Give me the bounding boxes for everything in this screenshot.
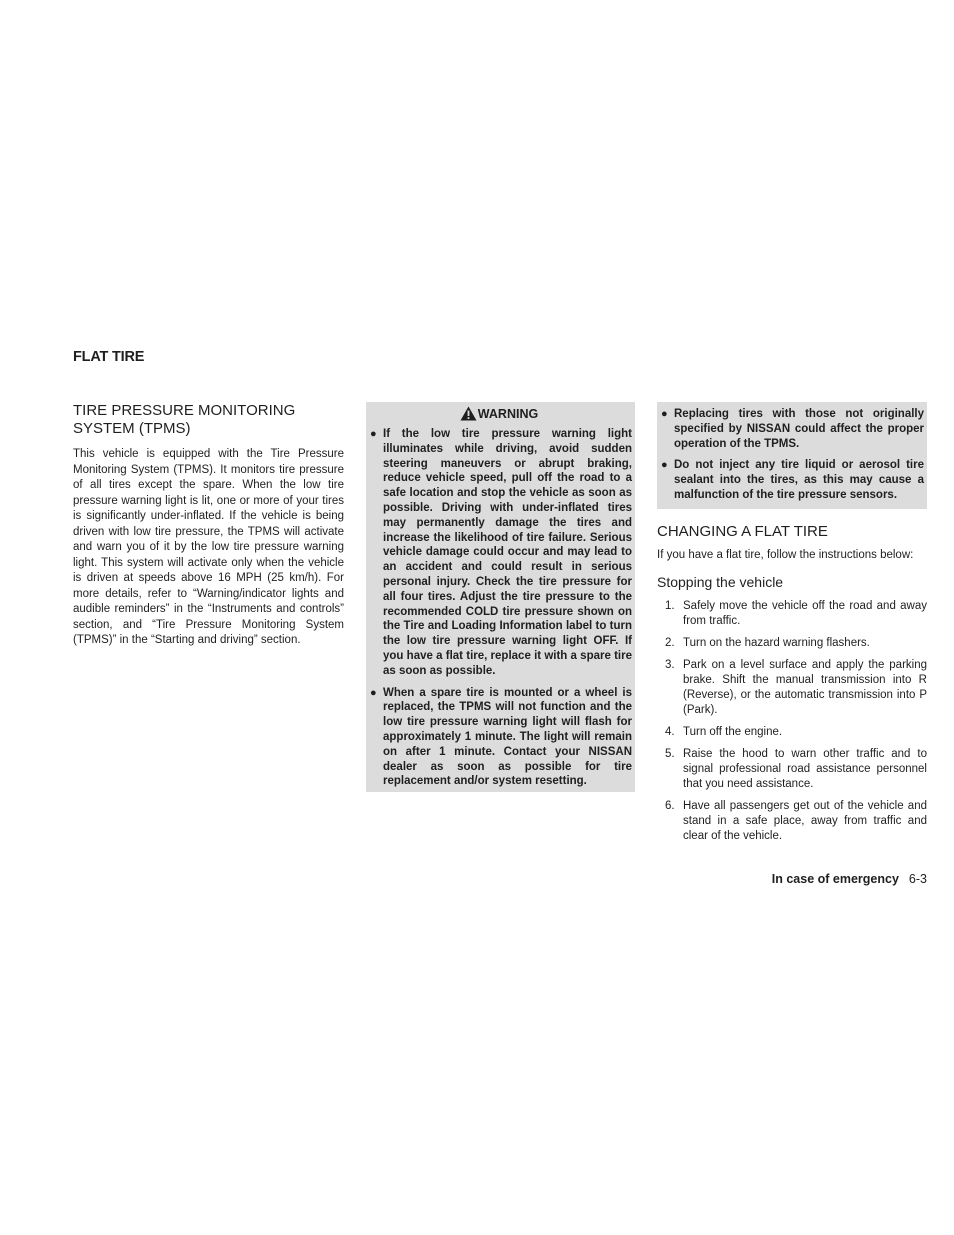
step-item: 2. Turn on the hazard warning flashers.	[665, 637, 870, 650]
page-number: 6-3	[908, 872, 927, 886]
changing-heading: CHANGING A FLAT TIRE	[657, 522, 828, 540]
warning-item: ● When a spare tire is mounted or a wheel is replaced, the TPMS will not function and the low tire pressure warning light will flash for approximately 1 minute. The light will remain on after 1 minute. Contact your NISSAN dealer as soon as possible for tire replacement and/or system resetting.	[370, 686, 632, 788]
warning-item: ● Do not inject any tire liquid or aerosol tire sealant into the tires, as this may cause a malfunction of the tire pressure sensors.	[661, 459, 924, 501]
bullet-icon: ●	[370, 428, 377, 440]
step-item: 3. Park on a level surface and apply the parking brake. Shift the manual transmission into R (Reverse), or the automatic transmission into P (Park).	[665, 659, 927, 717]
warning-list-continued	[657, 407, 924, 503]
tpms-paragraph: This vehicle is equipped with the Tire Pressure Monitoring System (TPMS). It monitors tire pressure of all tires except the spare. When the low tire pressure warning light is lit, one or more of your tires is significantly under-inflated. If the vehicle is being driven with low tire pressure, the TPMS will activate and warn you of it by the low tire pressure warning light. This system will activate only when the vehicle is driven at speeds above 16 MPH (25 km/h). For more details, refer to “Warning/indicator lights and audible reminders” in the “Instruments and controls” section, and “Tire Pressure Monitoring System (TPMS)” in the “Starting and driving” section.	[73, 448, 344, 646]
chapter-name: In case of emergency	[771, 872, 899, 886]
column-changing	[657, 402, 927, 851]
tpms-heading: TIRE PRESSURE MONITORING SYSTEM (TPMS)	[73, 402, 296, 437]
step-item: 1. Safely move the vehicle off the road and away from traffic.	[665, 600, 927, 628]
stopping-subheading: Stopping the vehicle	[657, 574, 784, 591]
warning-box	[366, 402, 635, 792]
column-warning	[366, 402, 635, 792]
step-item: 5. Raise the hood to warn other traffic and to signal professional road assistance personnel that you need assistance.	[665, 748, 927, 791]
steps-list	[657, 599, 927, 844]
warning-header	[366, 406, 632, 427]
changing-intro: If you have a flat tire, follow the instructions below:	[657, 548, 914, 561]
step-item: 6. Have all passengers get out of the vehicle and stand in a safe place, away from traffic and clear of the vehicle.	[665, 800, 927, 843]
warning-triangle-icon	[460, 406, 477, 421]
warning-item: ● If the low tire pressure warning light illuminates while driving, avoid sudden steering maneuvers or abrupt braking, reduce vehicle speed, pull off the road to a safe location and stop the vehicle as soon as possible. Driving with under-inflated tires may permanently damage the tires and increase the likelihood of tire failure. Serious vehicle damage could occur and may lead to an accident and could result in serious personal injury. Check the tire pressure for all four tires. Adjust the tire pressure to the recommended COLD tire pressure shown on the Tire and Loading Information label to turn the low tire pressure warning light OFF. If you have a flat tire, replace it with a spare tire as soon as possible.	[370, 428, 632, 677]
warning-list	[366, 427, 632, 789]
warning-label: WARNING	[477, 407, 539, 421]
step-item: 4. Turn off the engine.	[665, 726, 783, 739]
column-tpms	[73, 402, 344, 649]
section-title: FLAT TIRE	[73, 349, 145, 365]
warning-item: ● Replacing tires with those not originally specified by NISSAN could affect the proper operation of the TPMS.	[661, 408, 924, 450]
bullet-icon: ●	[370, 686, 377, 699]
bullet-icon: ●	[661, 459, 668, 472]
page-footer	[772, 872, 927, 886]
warning-box-continued	[657, 402, 927, 509]
bullet-icon: ●	[661, 408, 668, 420]
